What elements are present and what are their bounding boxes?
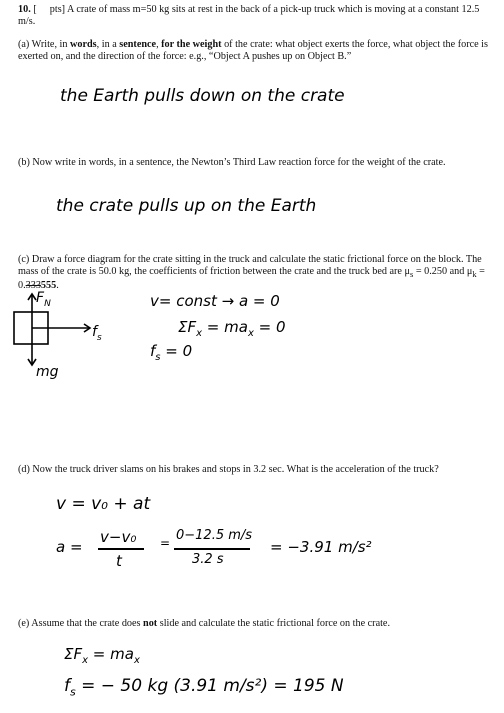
kinematics-equation: v = v₀ + at xyxy=(56,494,151,514)
accel-a-equals: a = xyxy=(56,538,83,556)
part-c-work-line-1: v= const → a = 0 xyxy=(150,292,280,310)
problem-statement: A crate of mass m=50 kg sits at rest in the back of a pick-up truck which is moving at a constant 12.5 m/s. xyxy=(18,4,480,27)
fraction-1-numerator: v−v₀ xyxy=(100,528,137,546)
part-b-question: (b) Now write in words, in a sentence, the Newton’s Third Law reaction force for the weight of the crate. xyxy=(18,157,446,168)
points-bracket: [ xyxy=(33,4,37,15)
fraction-2-bar xyxy=(174,548,250,550)
struck-digits: 333 xyxy=(25,280,41,292)
emph-sentence: sentence xyxy=(119,39,157,50)
normal-force-label: $F_N$ xyxy=(36,290,51,309)
part-d-question: (d) Now the truck driver slams on his brakes and stops in 3.2 sec. What is the acceleration of the truck? xyxy=(18,464,439,475)
points-label: pts] xyxy=(49,4,66,15)
part-c-work-line-3: $f_s = 0$ xyxy=(150,342,193,363)
force-diagram xyxy=(8,290,118,400)
fraction-2-numerator: 0−12.5 m/s xyxy=(176,528,253,543)
fraction-1-bar xyxy=(98,548,144,550)
fraction-2-denominator: 3.2 s xyxy=(192,552,224,567)
fraction-1-denominator: t xyxy=(116,552,122,570)
part-a-question: (a) Write, in words, in a sentence, for the weight of the crate: what object exerts the force, what object the force is exerted on, and the direction of the force: e.g., “Object A pushes up on Object B.” xyxy=(18,39,488,62)
emph-for-weight: for the weight xyxy=(161,39,222,50)
weight-force-label: mg xyxy=(36,364,59,380)
part-c-question: (c) Draw a force diagram for the crate sitting in the truck and calculate the static frictional force on the block. The mass of the crate is 50.0 kg, the coefficients of friction between the crate and the truck bed are $\mu_s = 0.250$ and $\mu_k = 0.333555$. xyxy=(18,254,485,292)
acceleration-result: = −3.91 m/s² xyxy=(270,538,372,556)
fraction-1-equals: = xyxy=(160,536,171,550)
part-e-sum-forces: $\Sigma F_x = ma_x$ xyxy=(64,645,140,666)
part-e-friction-result: $f_s$ = − 50 kg (3.91 m/s²) = 195 N xyxy=(64,676,344,699)
part-a-handwritten-answer: the Earth pulls down on the crate xyxy=(60,86,345,106)
problem-intro xyxy=(18,4,488,27)
part-b-handwritten-answer: the crate pulls up on the Earth xyxy=(56,196,317,216)
part-e-question: (e) Assume that the crate does not slide and calculate the static frictional force on the crate. xyxy=(18,618,390,629)
emph-not: not xyxy=(143,618,158,629)
friction-force-label: $f_s$ xyxy=(92,324,102,343)
part-c-work-line-2: $\Sigma F_x = ma_x = 0$ xyxy=(178,318,286,339)
corrected-digits: 555 xyxy=(40,280,57,292)
emph-words: words xyxy=(70,39,97,50)
problem-number: 10. xyxy=(18,4,31,15)
